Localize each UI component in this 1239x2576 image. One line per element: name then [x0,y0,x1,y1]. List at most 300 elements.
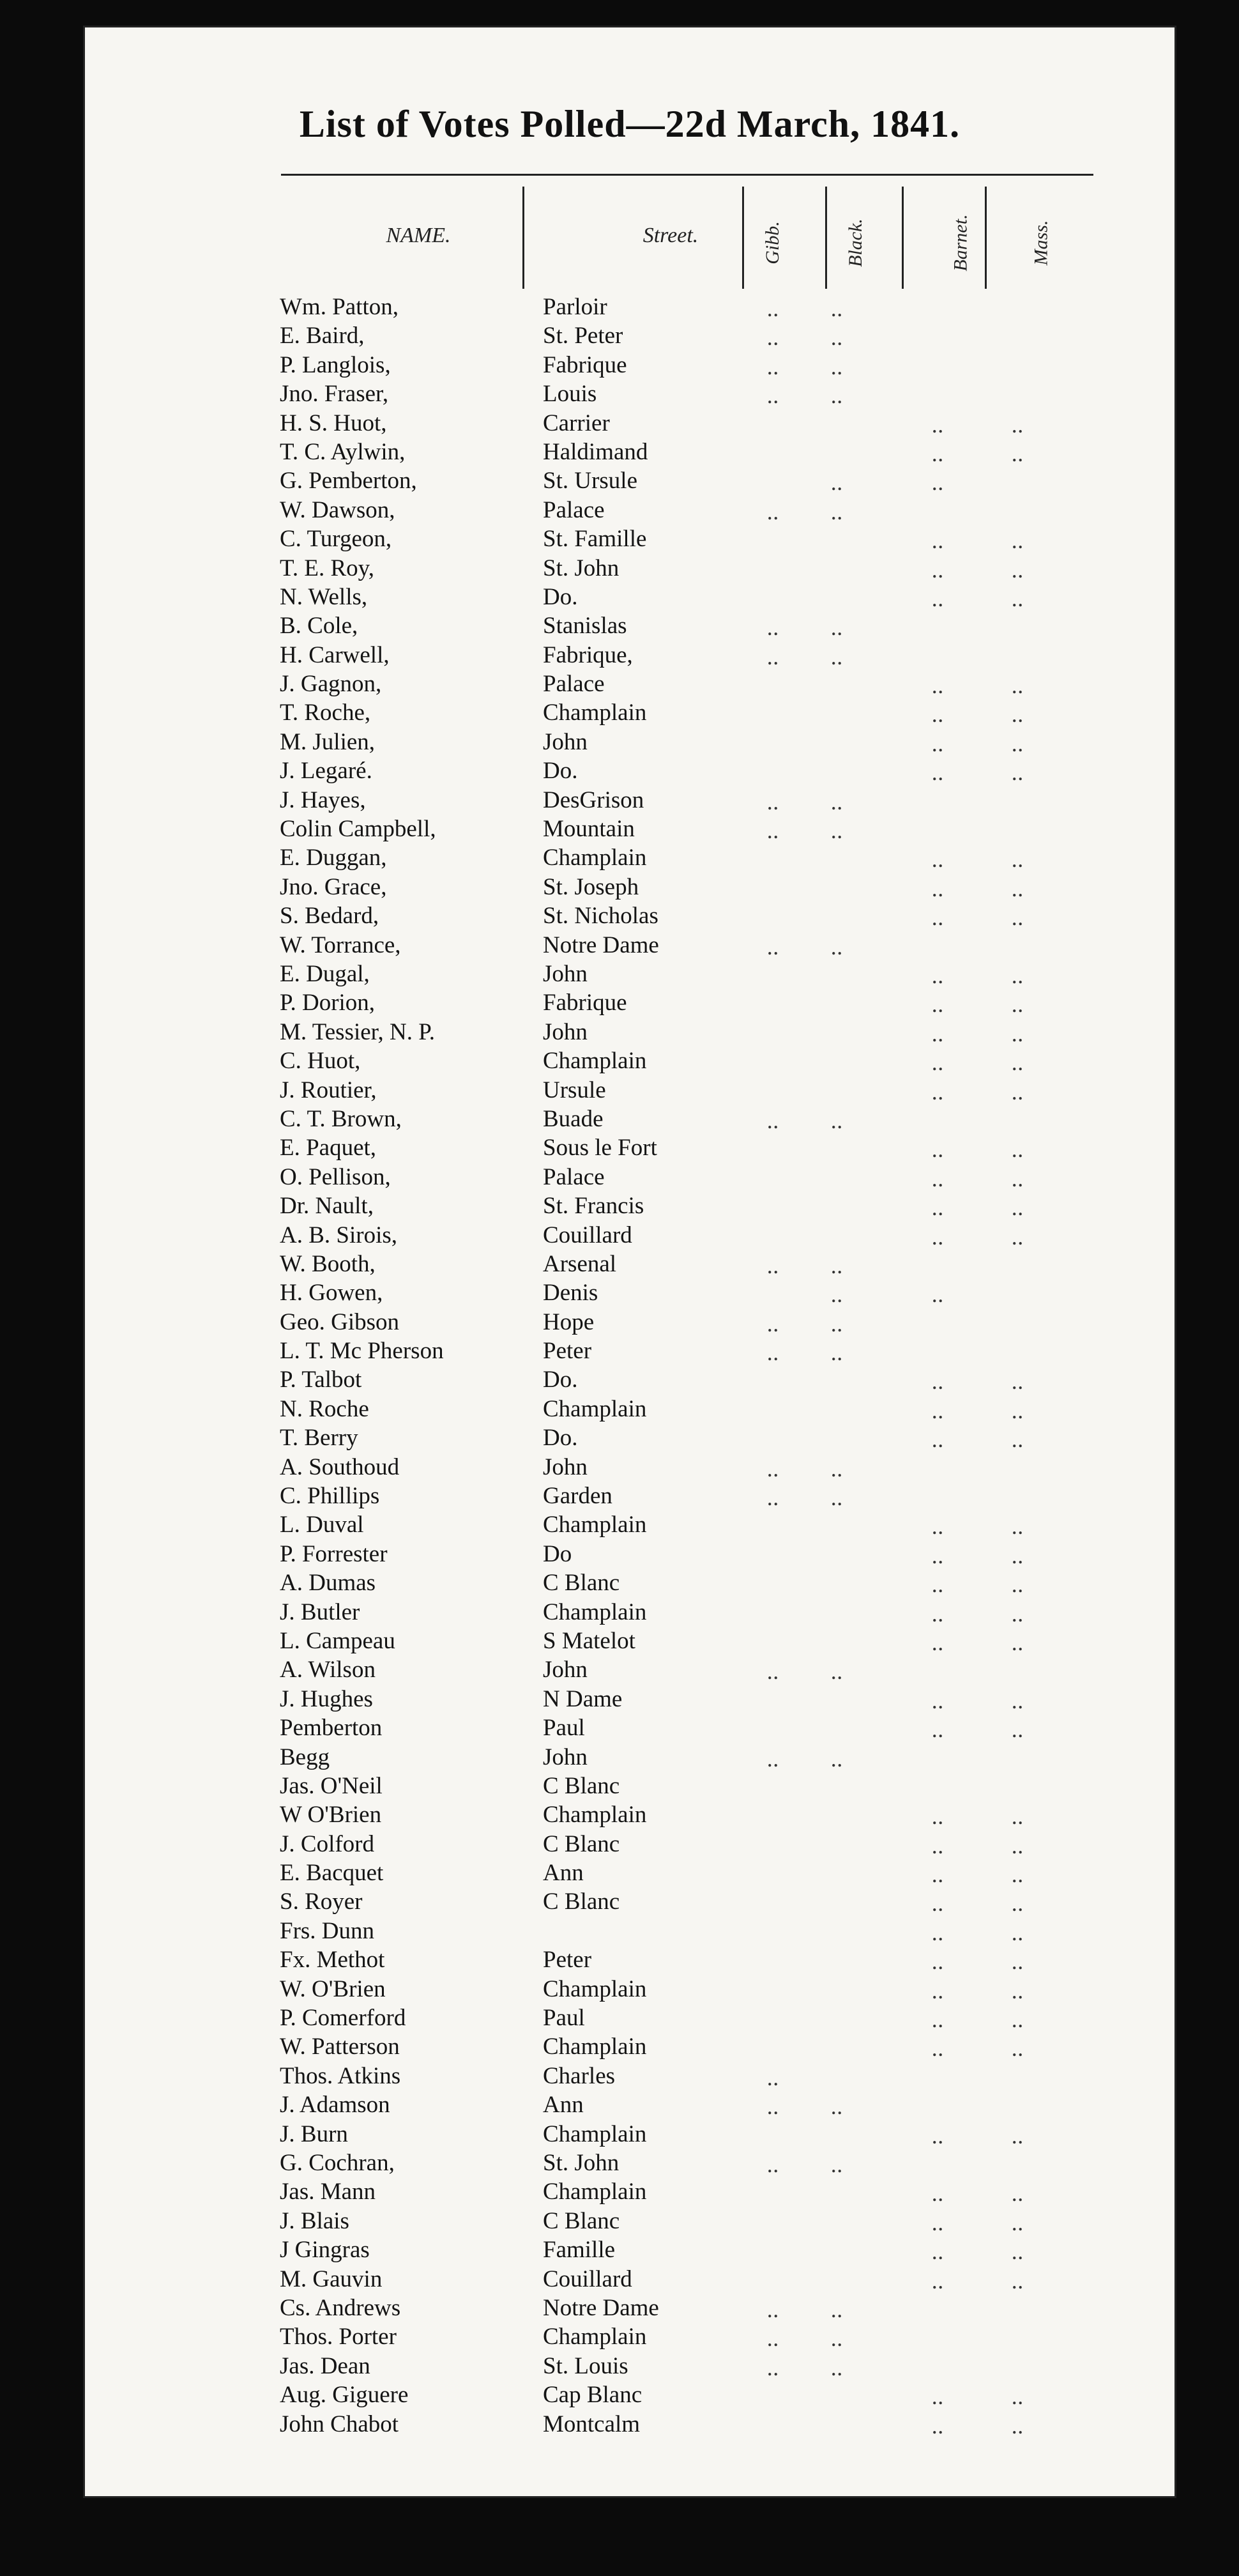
voter-name: G. Cochran, [280,2150,395,2176]
vote-mark-barnet: .. [932,446,945,465]
column-header-mass-label: Mass. [1030,220,1051,266]
table-row [83,1423,1176,1452]
voter-name: E. Duggan, [280,845,387,871]
vote-mark-mass: .. [1012,591,1024,610]
vote-mark-mass: .. [1012,2041,1024,2060]
table-row [83,1713,1176,1742]
vote-mark-gibb: .. [768,2099,780,2119]
voter-street: Fabrique [543,351,627,378]
table-row [83,1163,1176,1192]
vote-mark-black: .. [832,1316,844,1335]
vote-mark-black: .. [832,1461,844,1480]
voter-name: N. Roche [280,1395,369,1422]
voter-street: John [543,728,588,755]
vote-mark-mass: .. [1012,910,1024,930]
table-row [83,351,1176,379]
voter-street: C Blanc [543,1889,620,1915]
vote-mark-barnet: .. [932,1838,945,1857]
vote-mark-mass: .. [1012,765,1024,785]
table-row [83,641,1176,670]
voter-street: John [543,1744,588,1770]
vote-mark-barnet: .. [932,2215,945,2234]
document-title: List of Votes Polled—22d March, 1841. [299,103,961,145]
voter-street: Garden [543,1483,612,1510]
vote-mark-barnet: .. [932,1142,945,1162]
voter-name: H. S. Huot, [280,410,387,436]
vote-mark-black: .. [832,2331,844,2350]
vote-mark-barnet: .. [932,2128,945,2147]
document-page [83,26,1176,2498]
vote-mark-mass: .. [1012,997,1024,1016]
vote-mark-black: .. [832,1491,844,1510]
voter-name: H. Carwell, [280,641,390,668]
voter-name: J. Adamson [280,2092,390,2119]
voter-name: Jno. Grace, [280,873,387,900]
voter-street: Paul [543,2005,585,2032]
voter-name: J. Routier, [280,1077,377,1103]
table-row [83,409,1176,438]
voter-street: C Blanc [543,1772,620,1799]
table-row [83,1917,1176,1945]
voter-name: J. Colford [280,1830,374,1857]
voter-street: Parloir [543,294,607,320]
voter-street: Carrier [543,410,610,436]
voter-name: Pemberton [280,1715,383,1742]
vote-mark-barnet: .. [932,1954,945,1974]
vote-mark-barnet: .. [932,1084,945,1103]
vote-mark-barnet: .. [932,1867,945,1887]
voter-street: Champlain [543,2034,647,2060]
vote-mark-barnet: .. [932,1606,945,1625]
voter-street: Champlain [543,1598,647,1625]
voter-name: Begg [280,1744,330,1770]
vote-mark-black: .. [832,939,844,958]
voter-street: C Blanc [543,1830,620,1857]
table-row [83,1685,1176,1713]
voter-name: T. C. Aylwin, [280,438,406,465]
vote-mark-mass: .. [1012,736,1024,755]
column-header-name: NAME. [386,224,451,247]
voter-street: Champlain [543,845,647,871]
voter-street: Arsenal [543,1250,617,1277]
vote-mark-mass: .. [1012,1577,1024,1597]
voter-street: St. Joseph [543,873,639,900]
voter-street: Hope [543,1308,595,1335]
voter-name: E. Bacquet [280,1860,384,1887]
vote-mark-mass: .. [1012,2186,1024,2205]
vote-mark-barnet: .. [932,2244,945,2264]
table-row [83,1975,1176,2004]
voter-name: W O'Brien [280,1802,382,1828]
voter-street: Paul [543,1715,585,1742]
table-row [83,960,1176,988]
vote-mark-mass: .. [1012,1026,1024,1045]
voter-name: M. Gauvin [280,2266,383,2292]
table-row [83,1308,1176,1337]
vote-mark-gibb: .. [768,2331,780,2350]
table-row [83,901,1176,930]
vote-mark-mass: .. [1012,968,1024,987]
voter-name: M. Julien, [280,728,376,755]
voter-name: T. Roche, [280,700,371,726]
voter-name: J. Gagnon, [280,671,382,698]
voter-name: P. Dorion, [280,990,376,1016]
column-divider [522,187,524,289]
voter-street: St. Nicholas [543,903,658,930]
table-row [83,321,1176,350]
voter-name: J. Blais [280,2207,349,2234]
table-row [83,2177,1176,2206]
voter-name: E. Baird, [280,323,365,349]
vote-mark-black: .. [832,388,844,408]
table-row [83,1887,1176,1916]
table-row [83,1482,1176,1510]
table-row [83,496,1176,525]
table-row [83,2207,1176,2235]
voter-street: Buade [543,1105,604,1132]
vote-mark-mass: .. [1012,1084,1024,1103]
vote-mark-mass: .. [1012,562,1024,581]
vote-mark-barnet: .. [932,2273,945,2292]
vote-mark-mass: .. [1012,446,1024,465]
vote-mark-barnet: .. [932,1983,945,2002]
vote-mark-barnet: .. [932,2041,945,2060]
voter-name: Colin Campbell, [280,816,436,843]
vote-mark-mass: .. [1012,2273,1024,2292]
vote-mark-barnet: .. [932,881,945,900]
voter-name: J. Legaré. [280,758,372,785]
voter-name: G. Pemberton, [280,468,417,494]
vote-mark-gibb: .. [768,939,780,958]
table-row [83,2322,1176,2351]
voter-street: Mountain [543,816,635,843]
voter-name: E. Paquet, [280,1135,377,1162]
vote-mark-mass: .. [1012,2418,1024,2437]
voter-name: A. B. Sirois, [280,1222,398,1248]
voter-street: Notre Dame [543,2294,659,2321]
voter-name: J. Hayes, [280,786,366,813]
vote-mark-barnet: .. [932,765,945,785]
vote-mark-barnet: .. [932,997,945,1016]
vote-mark-mass: .. [1012,1229,1024,1248]
table-row [83,554,1176,583]
voter-street: St. Francis [543,1193,644,1220]
voter-name: J Gingras [280,2237,370,2264]
vote-mark-black: .. [832,794,844,813]
vote-mark-black: .. [832,649,844,668]
column-header-black-label: Black. [844,218,866,267]
vote-mark-gibb: .. [768,1461,780,1480]
vote-mark-black: .. [832,1346,844,1365]
vote-mark-barnet: .. [932,1374,945,1393]
vote-mark-black: .. [832,1664,844,1683]
vote-mark-mass: .. [1012,1867,1024,1887]
vote-mark-mass: .. [1012,1896,1024,1915]
vote-mark-black: .. [832,620,844,640]
voter-name: T. Berry [280,1425,358,1452]
vote-mark-barnet: .. [932,678,945,698]
voter-name: Jas. Dean [280,2352,370,2379]
voter-name: A. Wilson [280,1657,376,1683]
voter-name: Cs. Andrews [280,2294,401,2321]
vote-mark-barnet: .. [932,1287,945,1307]
table-row [83,1018,1176,1046]
column-header-mass [1012,185,1070,300]
voter-street: Denis [543,1280,598,1307]
vote-mark-gibb: .. [768,620,780,640]
vote-mark-black: .. [832,302,844,320]
voter-street: Haldimand [543,438,648,465]
table-row [83,1105,1176,1133]
voter-street: St. Louis [543,2352,628,2379]
voter-name: Thos. Porter [280,2324,397,2350]
vote-mark-barnet: .. [932,2389,945,2409]
voter-street: Fabrique, [543,641,633,668]
vote-mark-mass: .. [1012,1722,1024,1742]
vote-mark-mass: .. [1012,2389,1024,2409]
voter-street: Notre Dame [543,931,659,958]
table-row [83,873,1176,901]
table-row [83,1337,1176,1365]
vote-mark-gibb: .. [768,649,780,668]
vote-mark-mass: .. [1012,2012,1024,2032]
vote-mark-barnet: .. [932,1577,945,1597]
vote-mark-black: .. [832,824,844,843]
vote-mark-barnet: .. [932,707,945,726]
voter-name: L. Duval [280,1512,364,1538]
vote-mark-barnet: .. [932,1026,945,1045]
voter-name: Jas. Mann [280,2179,376,2205]
voter-street: DesGrison [543,786,644,813]
vote-mark-mass: .. [1012,2244,1024,2264]
column-divider [902,187,904,289]
voter-street: Do. [543,1367,578,1393]
voter-street: Peter [543,1338,592,1365]
vote-mark-mass: .. [1012,1983,1024,2002]
voter-name: J. Burn [280,2120,348,2147]
vote-mark-barnet: .. [932,1925,945,1944]
vote-mark-mass: .. [1012,1432,1024,1452]
column-header-barnet [932,185,990,300]
table-row [83,1859,1176,1887]
table-row [83,2410,1176,2439]
table-row [83,2090,1176,2119]
vote-mark-black: .. [832,2099,844,2119]
vote-mark-black: .. [832,1258,844,1277]
column-header-street: Street. [642,224,699,247]
table-row [83,1655,1176,1684]
table-row [83,1278,1176,1307]
voter-name: Thos. Atkins [280,2062,401,2089]
voter-street: S Matelot [543,1627,635,1654]
votes-table [83,293,1176,2439]
vote-mark-gibb: .. [768,824,780,843]
vote-mark-mass: .. [1012,1200,1024,1220]
voter-street: Couillard [543,1222,632,1248]
voter-street: John [543,1018,588,1045]
table-row [83,786,1176,815]
voter-name: H. Gowen, [280,1280,383,1307]
vote-mark-mass: .. [1012,1403,1024,1422]
voter-name: Aug. Giguere [280,2382,409,2409]
voter-name: J. Butler [280,1598,360,1625]
vote-mark-barnet: .. [932,910,945,930]
vote-mark-gibb: .. [768,302,780,320]
vote-mark-mass: .. [1012,533,1024,553]
voter-name: C. Huot, [280,1048,361,1075]
column-header-gibb-label: Gibb. [762,221,783,264]
voter-street: Peter [543,1947,592,1974]
table-row [83,2265,1176,2294]
voter-name: C. Turgeon, [280,526,392,553]
vote-mark-barnet: .. [932,533,945,553]
table-row [83,2004,1176,2032]
vote-mark-gibb: .. [768,504,780,523]
voter-name: L. T. Mc Pherson [280,1338,444,1365]
table-row [83,1250,1176,1278]
voter-name: C. T. Brown, [280,1105,402,1132]
voter-street: John [543,1453,588,1480]
voter-name: Wm. Patton, [280,294,399,320]
vote-mark-mass: .. [1012,1954,1024,1974]
vote-mark-black: .. [832,330,844,349]
table-row [83,988,1176,1017]
vote-mark-barnet: .. [932,852,945,871]
column-divider [742,187,744,289]
vote-mark-mass: .. [1012,1142,1024,1162]
table-row [83,843,1176,872]
table-row [83,1568,1176,1597]
vote-mark-mass: .. [1012,678,1024,698]
table-row [83,379,1176,408]
voter-name: Fx. Methot [280,1947,385,1974]
vote-mark-barnet: .. [932,1693,945,1712]
voter-street: Ann [543,2092,584,2119]
vote-mark-mass: .. [1012,1606,1024,1625]
table-row [83,2352,1176,2380]
vote-mark-black: .. [832,2158,844,2176]
vote-mark-gibb: .. [768,1751,780,1770]
vote-mark-barnet: .. [932,417,945,436]
table-row [83,756,1176,785]
table-row [83,583,1176,611]
voter-street: Do [543,1540,572,1567]
vote-mark-gibb: .. [768,1316,780,1335]
vote-mark-gibb: .. [768,2360,780,2379]
voter-street: Do. [543,1425,578,1452]
vote-mark-mass: .. [1012,1171,1024,1190]
voter-name: P. Forrester [280,1540,388,1567]
voter-street: Champlain [543,1802,647,1828]
table-row [83,1743,1176,1772]
vote-mark-mass: .. [1012,1838,1024,1857]
voter-street: John [543,960,588,987]
vote-mark-black: .. [832,475,844,494]
voter-name: C. Phillips [280,1483,380,1510]
table-row [83,1076,1176,1105]
voter-street: Champlain [543,1395,647,1422]
vote-mark-barnet: .. [932,1403,945,1422]
voter-name: L. Campeau [280,1627,395,1654]
voter-street: Palace [543,671,605,698]
voter-name: Dr. Nault, [280,1193,374,1220]
voter-name: S. Royer [280,1889,363,1915]
table-row [83,1192,1176,1220]
voter-street: Champlain [543,2324,647,2350]
voter-name: W. Booth, [280,1250,376,1277]
vote-mark-mass: .. [1012,2128,1024,2147]
table-row [83,1395,1176,1423]
voter-street: Cap Blanc [543,2382,642,2409]
vote-mark-barnet: .. [932,1432,945,1452]
vote-mark-mass: .. [1012,707,1024,726]
voter-street: St. Peter [543,323,623,349]
vote-mark-mass: .. [1012,1374,1024,1393]
vote-mark-barnet: .. [932,1229,945,1248]
table-row [83,698,1176,727]
vote-mark-mass: .. [1012,1693,1024,1712]
voter-street: Montcalm [543,2411,641,2437]
table-row [83,2294,1176,2322]
voter-name: John Chabot [280,2411,399,2437]
vote-mark-barnet: .. [932,1809,945,1828]
voter-street: Champlain [543,1048,647,1075]
voter-street: Stanislas [543,613,627,640]
voter-street: Charles [543,2062,616,2089]
table-row [83,1627,1176,1655]
voter-name: Frs. Dunn [280,1917,375,1944]
vote-mark-black: .. [832,2302,844,2321]
column-header-black [827,185,885,300]
voter-name: W. Torrance, [280,931,401,958]
vote-mark-mass: .. [1012,2215,1024,2234]
vote-mark-gibb: .. [768,2070,780,2089]
voter-street: Sous le Fort [543,1135,657,1162]
table-row [83,2032,1176,2061]
table-row [83,1365,1176,1394]
vote-mark-black: .. [832,1287,844,1307]
voter-street: St. John [543,2150,620,2176]
vote-mark-gibb: .. [768,794,780,813]
table-row [83,293,1176,321]
vote-mark-barnet: .. [932,1200,945,1220]
table-row [83,1800,1176,1829]
vote-mark-black: .. [832,2360,844,2379]
vote-mark-mass: .. [1012,1809,1024,1828]
vote-mark-gibb: .. [768,2158,780,2176]
table-row [83,670,1176,698]
voter-street: N Dame [543,1685,623,1712]
table-row [83,1540,1176,1568]
table-row [83,1221,1176,1250]
voter-street: John [543,1657,588,1683]
table-row [83,2380,1176,2409]
table-row [83,728,1176,756]
column-header-barnet-label: Barnet. [950,214,971,272]
voter-street: Fabrique [543,990,627,1016]
voter-street: Famille [543,2237,616,2264]
header-rule [281,174,1093,176]
voter-street: Champlain [543,700,647,726]
voter-name: P. Comerford [280,2005,406,2032]
vote-mark-gibb: .. [768,1346,780,1365]
vote-mark-gibb: .. [768,1491,780,1510]
vote-mark-mass: .. [1012,1548,1024,1567]
voter-street: Champlain [543,1975,647,2002]
table-row [83,1453,1176,1482]
table-row [83,2062,1176,2090]
voter-street: St. John [543,555,620,581]
